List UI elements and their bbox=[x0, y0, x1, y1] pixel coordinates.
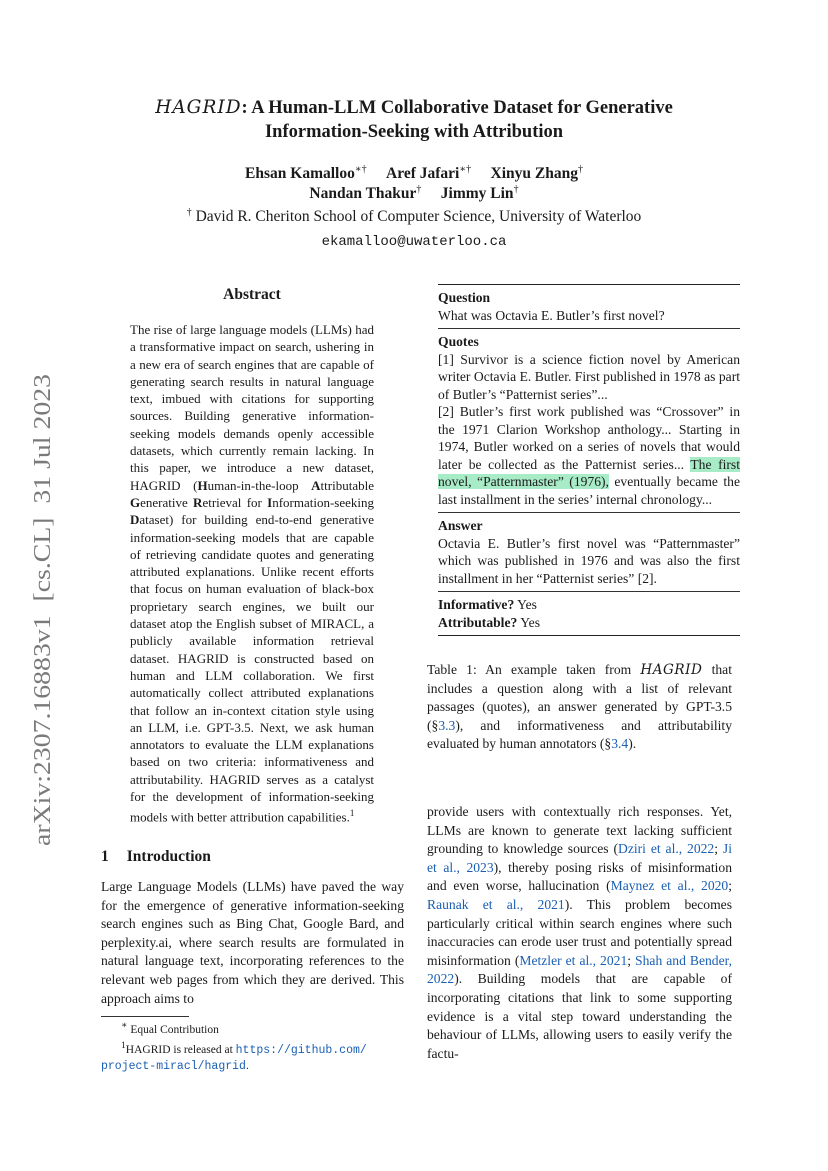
section-title: Introduction bbox=[126, 848, 211, 865]
author-name: Ehsan Kamalloo bbox=[245, 165, 355, 183]
footnote-equal: Equal Contribution bbox=[130, 1023, 219, 1036]
body-text: ; bbox=[714, 841, 723, 857]
citation-link[interactable]: Raunak et al., 2021 bbox=[427, 896, 565, 912]
acronym-rest: ataset bbox=[139, 512, 169, 528]
repo-link-cont[interactable]: project-miracl/hagrid bbox=[101, 1059, 246, 1073]
footnotes bbox=[101, 1018, 404, 1074]
quote-1: [1] Survivor is a science fiction novel by American writer Octavia E. Butler. First published in 1978 as part of Butler’s “Patternist series”... bbox=[438, 351, 740, 402]
acronym-letter: A bbox=[311, 477, 321, 493]
acronym-rest: ttributable bbox=[320, 477, 374, 493]
question-block bbox=[438, 284, 740, 328]
judgement-block bbox=[438, 591, 740, 636]
acronym-letter: D bbox=[130, 512, 140, 528]
quote-2-text-end: eventually became the last installment in the series’ internal chronology... bbox=[438, 474, 740, 507]
informative-label: Informative? bbox=[438, 597, 515, 612]
answer-block bbox=[438, 512, 740, 591]
quote-2 bbox=[438, 403, 740, 508]
title-line2: Information-Seeking with Attribution bbox=[264, 122, 564, 142]
quote-2-text: [2] Butler’s first work published was “Crossover” in the 1971 Clarion Workshop anthology... Starting in 1974, Butler worked on a series of novels that would later be collected as the Patternist series... bbox=[438, 404, 740, 472]
table-caption bbox=[427, 661, 732, 754]
dataset-name-logotype: HAGRID bbox=[640, 662, 703, 678]
citation-link[interactable]: Metzler et al., 2021 bbox=[519, 952, 628, 968]
section-ref-link[interactable]: 3.4 bbox=[611, 736, 629, 752]
author-name: Xinyu Zhang bbox=[490, 165, 578, 183]
dataset-name-logotype: HAGRID bbox=[155, 97, 242, 118]
footnote-ref[interactable]: 1 bbox=[349, 808, 355, 819]
acronym-rest: enerative bbox=[140, 494, 194, 510]
section-heading bbox=[101, 848, 211, 866]
body-text: ; bbox=[728, 878, 732, 894]
acronym-letter: H bbox=[197, 477, 208, 493]
informative-value: Yes bbox=[517, 597, 537, 612]
author-mark: † bbox=[513, 184, 519, 195]
author-mark: † bbox=[416, 184, 422, 195]
question-label: Question bbox=[438, 290, 491, 305]
abstract-heading: Abstract bbox=[223, 286, 281, 303]
title-line1: : A Human-LLM Collaborative Dataset for Generative bbox=[241, 98, 673, 118]
attributable-value: Yes bbox=[520, 614, 540, 630]
answer-text: Octavia E. Butler’s first novel was “Patternmaster” which was published in 1976 and was also the first installment in her “Patternist series” [2]. bbox=[438, 535, 740, 586]
body-text: ). Building models that are capable of incorporating citations that link to some supporting evidence is a vital step toward understanding the behaviour of LLMs, allowing users to easily verify the factu- bbox=[427, 971, 732, 1061]
author-mark: ∗† bbox=[459, 164, 472, 175]
section-number: 1 bbox=[101, 848, 109, 865]
abstract-text: The rise of large language models (LLMs) had a transformative impact on search, ushering in a new era of search engines that are capable of generating search results in natural language text, imbued with citations for supporting sources. Building generative information-seeking models demands openly accessible datasets, which currently remain lacking. In this paper, we introduce a new dataset, HAGRID ( bbox=[130, 322, 374, 493]
arxiv-stamp-text: arXiv:2307.16883v1 [cs.CL] 31 Jul 2023 bbox=[30, 438, 56, 846]
evidence-highlight: The first novel, “Patternmaster” (1976), bbox=[438, 456, 740, 489]
acronym-letter: G bbox=[130, 494, 141, 510]
footnote-mark: ∗ bbox=[121, 1020, 128, 1031]
caption-text: that includes a question along with a list of relevant passages (quotes), an answer generated by GPT-3.5 (§ bbox=[427, 662, 732, 733]
footnote-period: . bbox=[245, 1059, 249, 1072]
acronym-rest: etrieval for bbox=[202, 494, 268, 510]
affiliation bbox=[60, 207, 768, 226]
body-text: provide users with contextually rich responses. Yet, LLMs are known to generate text lacking sufficient grounding to knowledge sources ( bbox=[427, 804, 732, 857]
abstract-text: ) for building end-to-end generative information-seeking models that are capable of retrieving candidate quotes and generating attributed explanations. Unlike recent efforts that focus on human evaluation of black-box proprietary search engines, we built our dataset atop the English subset of MIRACL, a publicly available information retrieval dataset. HAGRID is constructed based on human and LLM collaboration. We first automatically collect attributed explanations that follow an in-context citation style using an LLM, i.e. GPT-3.5. Next, we ask human annotators to evaluate the LLM explanations based on two criteria: informativeness and attributability. HAGRID serves as a catalyst for the development of information-seeking models with better attribution capabilities. bbox=[130, 512, 374, 825]
repo-link[interactable]: https://github.com/ bbox=[235, 1044, 367, 1058]
citation-link[interactable]: Dziri et al., 2022 bbox=[618, 841, 715, 857]
acronym-letter: R bbox=[193, 494, 203, 510]
author-name: Jimmy Lin bbox=[440, 185, 514, 203]
footnote-release-text: HAGRID is released at bbox=[125, 1044, 236, 1057]
abstract-body bbox=[130, 321, 374, 826]
affiliation-text: David R. Cheriton School of Computer Science, University of Waterloo bbox=[195, 208, 642, 226]
author-mark: † bbox=[577, 164, 583, 175]
attributable-label: Attributable? bbox=[438, 614, 518, 630]
example-table bbox=[438, 284, 740, 636]
section-ref-link[interactable]: 3.3 bbox=[438, 717, 456, 733]
answer-label: Answer bbox=[438, 518, 483, 533]
caption-text: ). bbox=[628, 736, 637, 752]
body-text: ), thereby posing risks of misinformation and even worse, hallucination ( bbox=[427, 859, 732, 894]
footnote-rule bbox=[101, 1016, 189, 1017]
acronym-rest: uman-in-the-loop bbox=[207, 477, 312, 493]
author-name: Nandan Thakur bbox=[309, 185, 417, 203]
intro-paragraph bbox=[101, 878, 404, 1008]
quotes-label: Quotes bbox=[438, 334, 479, 349]
affiliation-mark: † bbox=[186, 207, 192, 218]
author-mark: ∗† bbox=[354, 164, 367, 175]
question-text: What was Octavia E. Butler’s first novel? bbox=[438, 307, 665, 323]
right-column-paragraph bbox=[427, 803, 732, 1063]
caption-text: ), and informativeness and attributability evaluated by human annotators (§ bbox=[427, 717, 732, 752]
citation-link[interactable]: Shah and Bender, 2022 bbox=[427, 952, 732, 987]
footnote-mark: 1 bbox=[121, 1040, 126, 1052]
arxiv-stamp bbox=[14, 370, 66, 850]
contact-email[interactable]: ekamalloo@uwaterloo.ca bbox=[321, 234, 507, 250]
body-text: ; bbox=[627, 952, 636, 968]
quotes-block bbox=[438, 328, 740, 512]
paper-title bbox=[60, 96, 768, 144]
citation-link[interactable]: Maynez et al., 2020 bbox=[610, 878, 729, 894]
acronym-letter: I bbox=[267, 494, 273, 510]
author-name: Aref Jafari bbox=[386, 165, 460, 183]
citation-link[interactable]: Ji et al., 2023 bbox=[427, 841, 732, 875]
intro-text: Large Language Models (LLMs) have paved the way for the emergence of generative information-seeking search engines such as Bing Chat, Google Bard, and perplexity.ai, where search results are formulated in natural language text, incorporating references to the relevant web pages from which they are derived. This approach aims to bbox=[101, 879, 404, 1006]
author-line-2 bbox=[60, 180, 768, 204]
body-text: ). This problem becomes particularly critical within search engines where such inaccuracies can erode user trust and potentially spread misinformation ( bbox=[427, 896, 733, 968]
acronym-rest: nformation-seeking bbox=[272, 494, 374, 510]
caption-text: Table 1: An example taken from bbox=[427, 662, 641, 677]
